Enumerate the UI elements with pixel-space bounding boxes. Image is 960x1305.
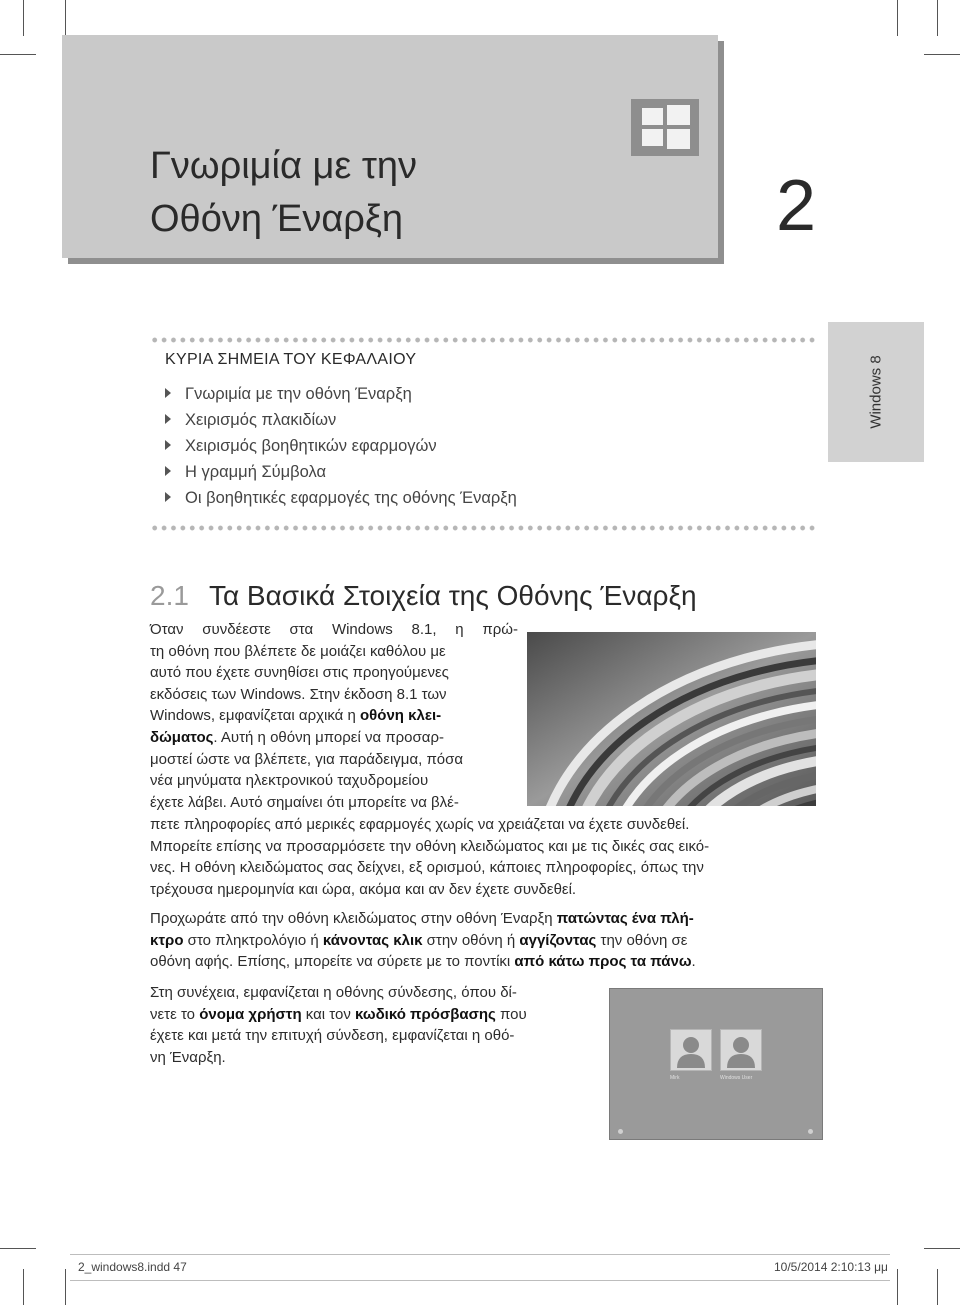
user-name-label: Mirk [670, 1075, 680, 1081]
list-item [165, 381, 517, 407]
text-line [150, 705, 518, 727]
slug-line [70, 1254, 890, 1255]
list-item-label: Χειρισμός πλακιδίων [185, 411, 337, 429]
body-paragraph [150, 814, 816, 900]
crop-mark [897, 0, 898, 36]
dotted-separator [150, 337, 815, 343]
crop-mark [65, 0, 66, 36]
dotted-separator [150, 525, 815, 531]
text-line: αυτό που έχετε συνηθίσει στις προηγούμενες [150, 664, 449, 682]
bold-term: οθόνη κλει- [360, 707, 442, 725]
body-paragraph [150, 908, 816, 973]
text-run: . Αυτή η οθόνη μπορεί να προσαρ- [213, 728, 444, 746]
list-item [165, 407, 517, 433]
text-line: νες. Η οθόνη κλειδώματος σας δείχνει, εξ ορισμού, κάποιες πληροφορίες, όπως την [150, 859, 704, 877]
list-item [165, 485, 517, 511]
footer-timestamp: 10/5/2014 2:10:13 μμ [774, 1260, 888, 1274]
text-run: νετε το [150, 1005, 200, 1023]
triangle-bullet-icon [165, 466, 171, 476]
text-line: Μπορείτε επίσης να προσαρμόσετε την οθόνη κλειδώματος και με τις δικές σας εικό- [150, 837, 710, 855]
text-line: τρέχουσα ημερομηνία και ώρα, ακόμα και αν δεν έχετε συνδεθεί. [150, 880, 577, 898]
text-line: τη οθόνη που βλέπετε δε μοιάζει καθόλου με [150, 642, 446, 660]
bold-term: αγγίζοντας [519, 931, 597, 949]
triangle-bullet-icon [165, 440, 171, 450]
body-paragraph [150, 982, 595, 1068]
crop-mark [924, 1248, 960, 1249]
bold-term: από κάτω προς τα πάνω [514, 953, 692, 971]
text-run: Windows, εμφανίζεται αρχικά η [150, 707, 361, 725]
list-item [165, 459, 517, 485]
text-run: και τον [301, 1005, 356, 1023]
key-points-heading: ΚΥΡΙΑ ΣΗΜΕΙΑ ΤΟΥ ΚΕΦΑΛΑΙΟΥ [165, 351, 417, 368]
list-item-label: Οι βοηθητικές εφαρμογές της οθόνης Έναρξη [185, 489, 517, 507]
footer-file-name: 2_windows8.indd 47 [78, 1260, 187, 1274]
text-line: Όταν συνδέεστε στα Windows 8.1, η πρώ- [150, 621, 518, 638]
slug-line [70, 1280, 890, 1281]
power-icon [808, 1129, 813, 1134]
user-name-label: Windows User [720, 1075, 753, 1081]
chapter-title-line: Οθόνη Έναρξη [150, 198, 404, 240]
list-item-label: Γνωριμία με την οθόνη Έναρξη [185, 385, 412, 403]
text-line: νη Έναρξη. [150, 1048, 226, 1066]
bold-term: πατώντας ένα πλή- [556, 910, 694, 927]
crop-mark [937, 0, 938, 36]
text-line: μοστεί ώστε να βλέπετε, για παράδειγμα, πόσα [150, 750, 464, 768]
text-line [150, 727, 518, 749]
triangle-bullet-icon [165, 388, 171, 398]
crop-mark [937, 1269, 938, 1305]
text-line: εκδόσεις των Windows. Στην έκδοση 8.1 των [150, 685, 447, 703]
text-run: που [495, 1005, 527, 1023]
crop-mark [0, 54, 36, 55]
bold-term: δώματος [150, 728, 214, 746]
crop-mark [897, 1269, 898, 1305]
text-run: την οθόνη σε [596, 931, 688, 949]
text-run: οθόνη αφής. Επίσης, μπορείτε να σύρετε με το ποντίκι [150, 953, 515, 971]
body-paragraph [150, 619, 518, 813]
text-line: Στη συνέχεια, εμφανίζεται η οθόνης σύνδεσης, όπου δί- [150, 984, 517, 1001]
sign-in-screen-image [609, 988, 823, 1140]
crop-mark [23, 0, 24, 36]
windows-logo-icon [631, 99, 699, 156]
crop-mark [924, 54, 960, 55]
crop-mark [65, 1269, 66, 1305]
text-line [150, 930, 816, 952]
bold-term: όνομα χρήστη [199, 1005, 302, 1023]
side-tab [828, 322, 924, 462]
section-number: 2.1 [150, 580, 189, 611]
text-run: . [691, 953, 696, 971]
bold-term: κωδικό πρόσβασης [355, 1005, 496, 1023]
text-line: πετε πληροφορίες από μερικές εφαρμογές χωρίς να χρειάζεται να έχετε συνδεθεί. [150, 816, 690, 833]
crop-mark [23, 1269, 24, 1305]
text-line [150, 908, 816, 930]
text-line [150, 1004, 595, 1026]
section-title: Τα Βασικά Στοιχεία της Οθόνης Έναρξη [208, 580, 697, 611]
text-line: έχετε και μετά την επιτυχή σύνδεση, εμφανίζεται η οθό- [150, 1027, 515, 1045]
list-item-label: Χειρισμός βοηθητικών εφαρμογών [185, 437, 437, 455]
triangle-bullet-icon [165, 414, 171, 424]
ease-of-access-icon [618, 1129, 623, 1134]
triangle-bullet-icon [165, 492, 171, 502]
text-line: έχετε λάβει. Αυτό σημαίνει ότι μπορείτε να βλέ- [150, 793, 459, 811]
chapter-number: 2 [776, 166, 817, 246]
text-line: νέα μηνύματα ηλεκτρονικού ταχυδρομείου [150, 772, 429, 790]
text-run: Προχωράτε από την οθόνη κλειδώματος στην οθόνη Έναρξη [150, 910, 557, 927]
lock-screen-image [527, 632, 816, 806]
user-avatar-icon [720, 1029, 762, 1071]
chapter-title [150, 140, 620, 246]
text-line [150, 951, 816, 973]
chapter-title-line: Γνωριμία με την [150, 145, 418, 187]
user-avatar-icon [670, 1029, 712, 1071]
list-item [165, 433, 517, 459]
side-tab-label: Windows 8 [867, 355, 885, 429]
crop-mark [0, 1248, 36, 1249]
text-run: στο πληκτρολόγιο ή [183, 931, 323, 949]
key-points-list [165, 381, 517, 511]
bold-term: κάνοντας κλικ [322, 931, 423, 949]
text-run: στην οθόνη ή [422, 931, 520, 949]
section-heading [150, 580, 697, 612]
list-item-label: Η γραμμή Σύμβολα [185, 463, 327, 481]
bold-term: κτρο [150, 931, 184, 949]
